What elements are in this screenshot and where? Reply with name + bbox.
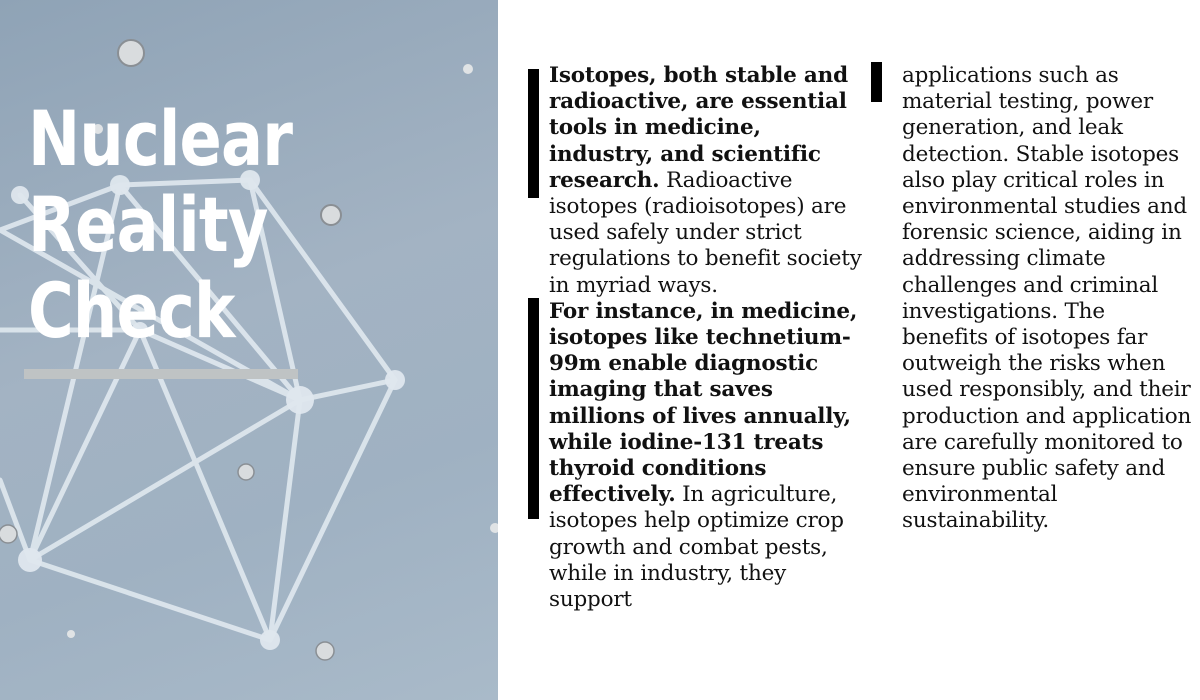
example-bold-text: For instance, in medicine, isotopes like technetium-99m enable diagnostic imaging that saves millions of lives annually, while iodine-131 treats thyroid conditions effectively.: [549, 298, 858, 508]
accent-bar-2: [528, 298, 539, 519]
title-line-1: Nuclear: [28, 94, 293, 183]
title-underline: [24, 369, 298, 379]
title-line-3: Check: [28, 266, 235, 355]
intro-paragraph: [549, 63, 864, 299]
text-column-2: [902, 63, 1192, 535]
intro-bold-text: Isotopes, both stable and radioactive, are essential tools in medicine, industry, and scientific research.: [549, 63, 848, 193]
title-line-2: Reality: [28, 180, 268, 269]
hero-image-panel: [0, 0, 498, 700]
intro-text: Radioactive isotopes (radioisotopes) are used safely under strict regulations to benefit society in myriad ways.: [549, 167, 862, 298]
continuation-paragraph: applications such as material testing, power generation, and leak detection. Stable isotopes also play critical roles in environmental studies and forensic science, aiding in addressing climate challenges and criminal investigations. The benefits of isotopes far outweigh the risks when used responsibly, and their production and application are carefully monitored to ensure public safety and environmental sustainability.: [902, 63, 1192, 534]
text-column-1: [549, 63, 864, 613]
accent-bar-3: [871, 62, 882, 102]
example-text: In agriculture, isotopes help optimize crop growth and combat pests, while in industry, they support: [549, 482, 844, 613]
page-title: [28, 96, 292, 354]
accent-bar-1: [528, 69, 539, 198]
example-paragraph: [549, 299, 864, 613]
